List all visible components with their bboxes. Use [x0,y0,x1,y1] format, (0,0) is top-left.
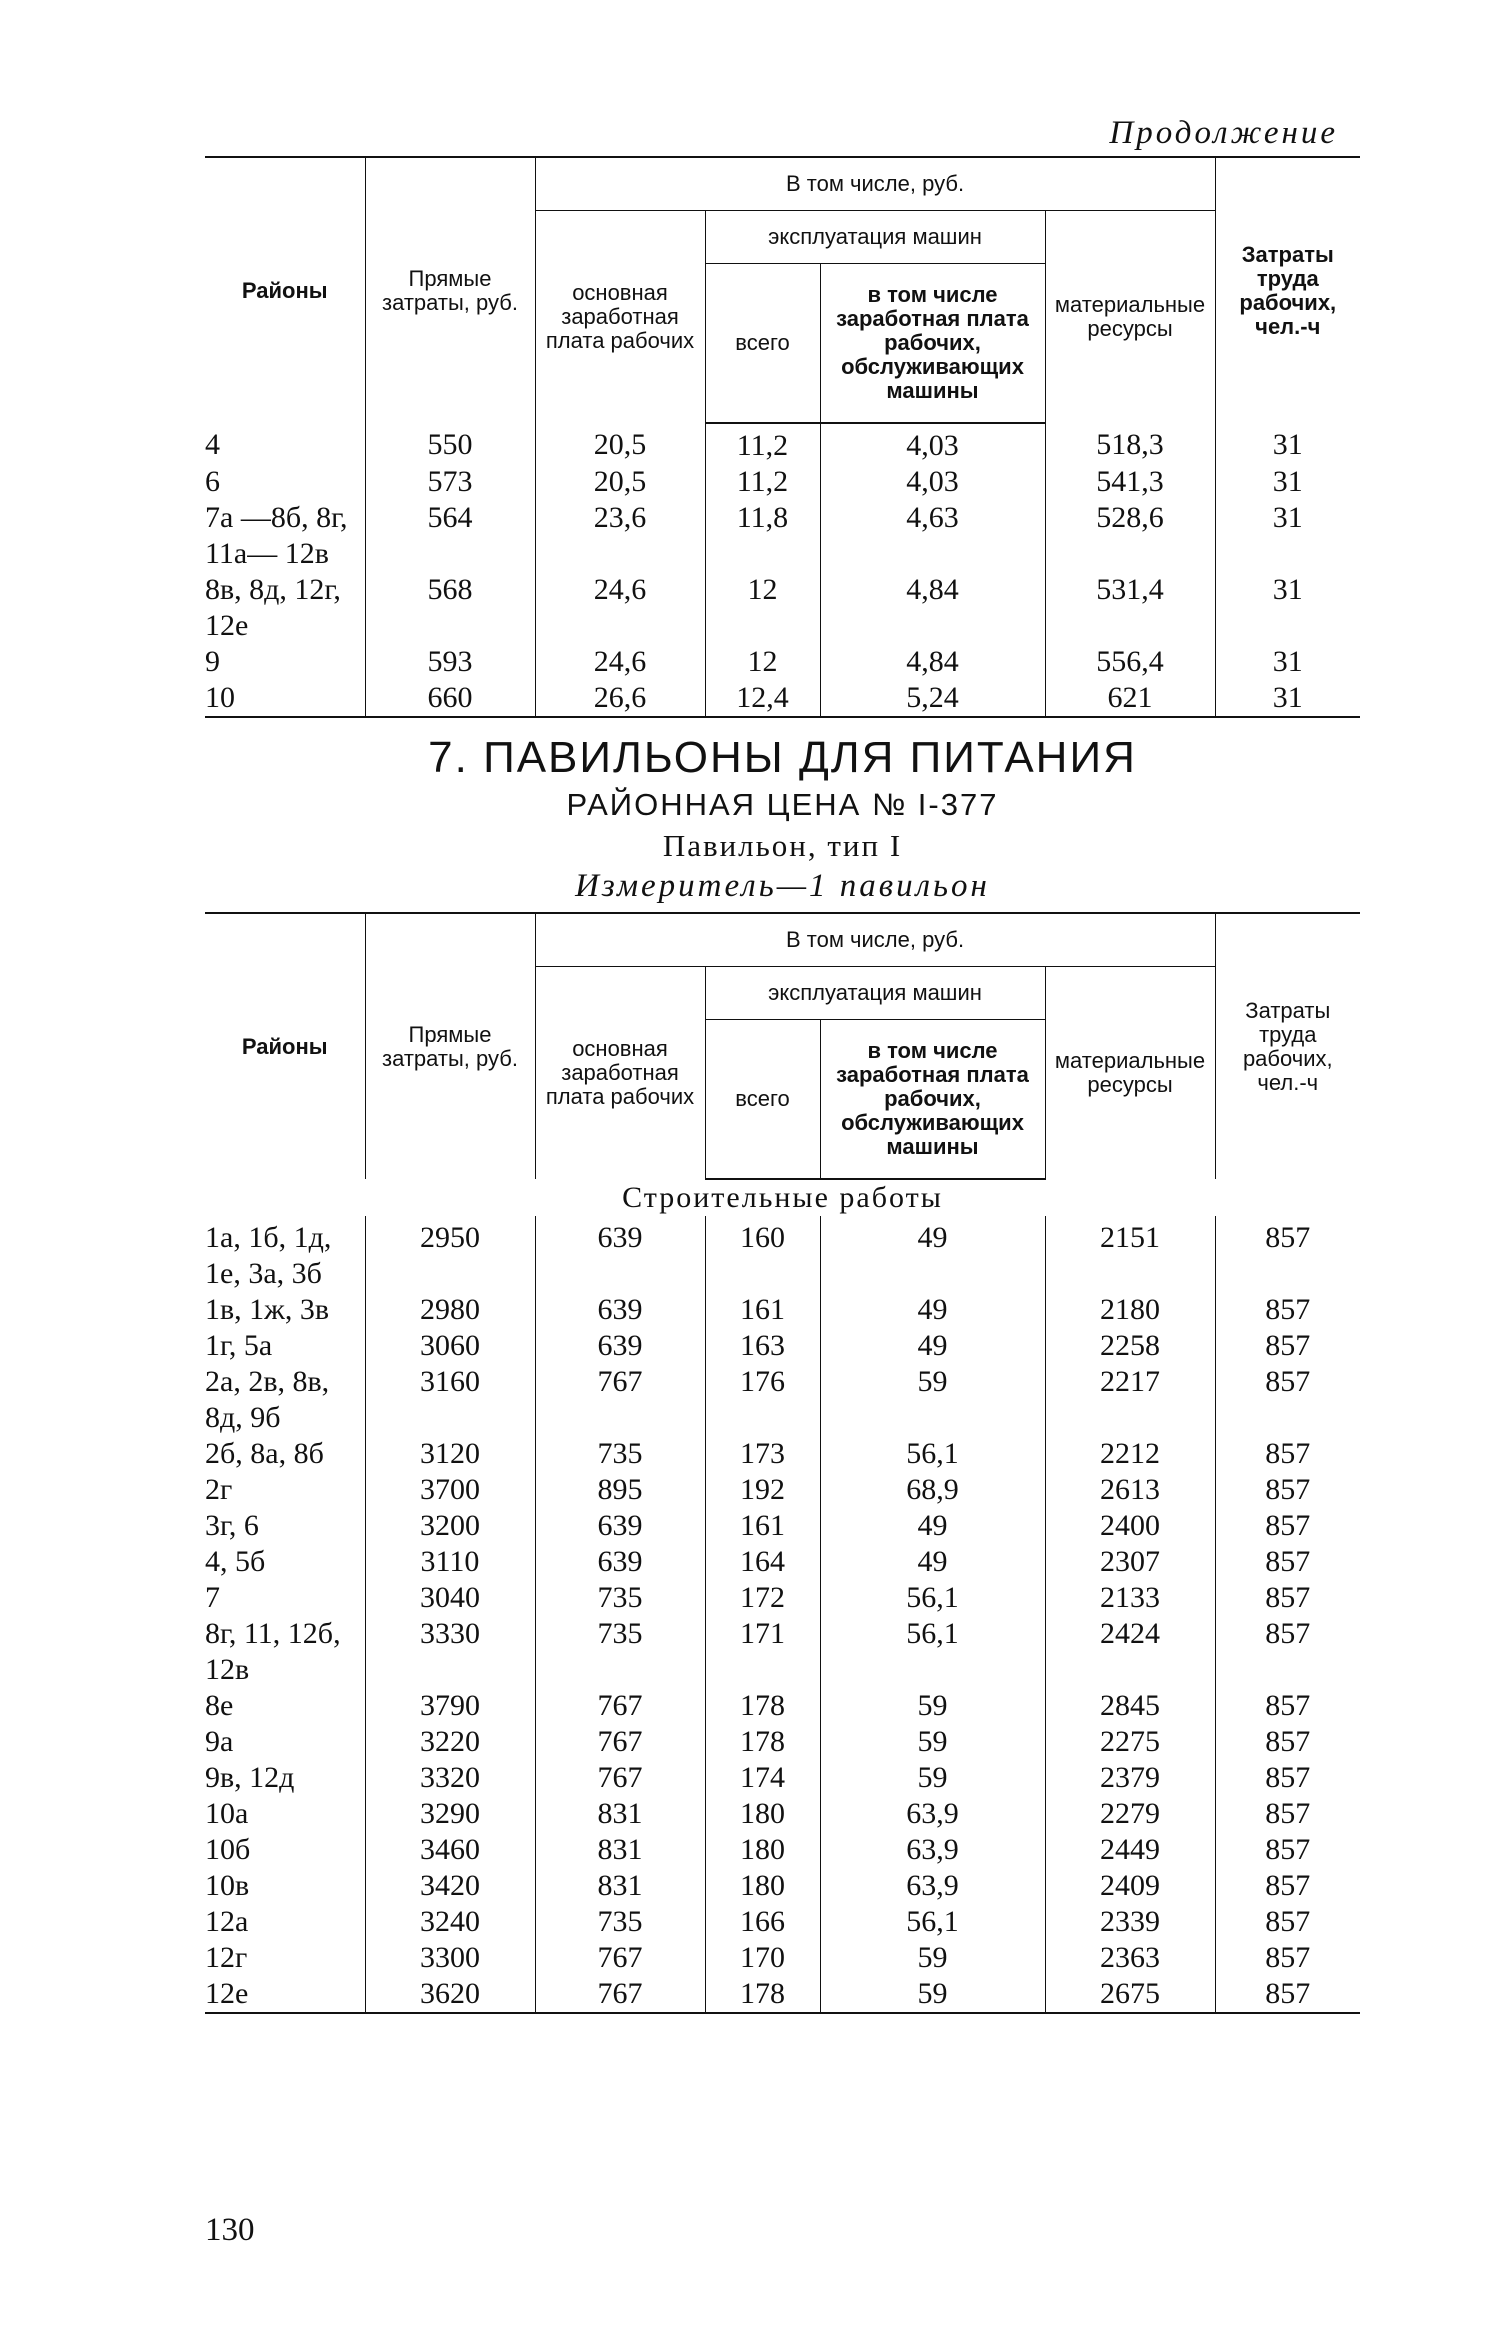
cell-materials: 2379 [1045,1760,1215,1796]
cell-labor: 857 [1215,1832,1360,1868]
cell-op-wage: 59 [820,1760,1045,1796]
cell-op-wage: 49 [820,1544,1045,1580]
cell-total: 11,2 [705,464,820,500]
cell-total: 12,4 [705,680,820,717]
table-row [205,1616,1360,1688]
cell-direct: 3200 [365,1508,535,1544]
cell-materials: 528,6 [1045,500,1215,572]
header-materials: материальные ресурсы [1045,211,1215,424]
cell-direct: 3110 [365,1544,535,1580]
cell-materials: 2363 [1045,1940,1215,1976]
cell-region: 8е [205,1689,234,1722]
cell-labor: 857 [1215,1580,1360,1616]
section-measure: Измеритель—1 павильон [575,868,990,904]
cell-region: 2а, 2в, 8в, 8д, 9б [205,1365,330,1434]
table-row [205,1544,1360,1580]
cell-total: 11,2 [705,423,820,464]
table-row [205,1832,1360,1868]
cell-materials: 2180 [1045,1292,1215,1328]
cell-region: 4, 5б [205,1545,266,1578]
cell-direct: 3300 [365,1940,535,1976]
table-row [205,1472,1360,1508]
header-regions: Районы [205,157,365,423]
cell-total: 166 [705,1904,820,1940]
cell-op-wage: 59 [820,1688,1045,1724]
continuation-label: Продолжение [1109,115,1338,151]
cell-materials: 2400 [1045,1508,1215,1544]
table-row [205,1904,1360,1940]
table-row [205,1508,1360,1544]
cell-direct: 550 [365,423,535,464]
cell-total: 173 [705,1436,820,1472]
cell-total: 172 [705,1580,820,1616]
cell-total: 178 [705,1688,820,1724]
cell-materials: 2675 [1045,1976,1215,2013]
header-machine-operation: эксплуатация машин [705,967,1045,1020]
document-page [205,110,1360,2014]
cell-wage: 735 [535,1616,705,1688]
section-type: Павильон, тип I [662,828,903,863]
cell-op-wage: 56,1 [820,1580,1045,1616]
cell-wage: 639 [535,1508,705,1544]
cell-labor: 857 [1215,1796,1360,1832]
cell-region: 3г, 6 [205,1509,259,1542]
cell-labor: 31 [1215,572,1360,644]
cell-op-wage: 4,03 [820,423,1045,464]
cell-labor: 857 [1215,1216,1360,1292]
cell-wage: 639 [535,1216,705,1292]
cell-op-wage: 49 [820,1328,1045,1364]
cell-total: 180 [705,1796,820,1832]
cell-labor: 31 [1215,680,1360,717]
cell-direct: 3290 [365,1796,535,1832]
cell-direct: 3240 [365,1904,535,1940]
cell-direct: 2950 [365,1216,535,1292]
cell-op-wage: 63,9 [820,1796,1045,1832]
subheading-construction: Строительные работы [622,1181,943,1214]
cell-materials: 2217 [1045,1364,1215,1436]
table-2-body [205,1179,1360,2013]
cell-total: 161 [705,1292,820,1328]
cell-op-wage: 63,9 [820,1832,1045,1868]
table-row [205,1292,1360,1328]
cell-op-wage: 4,84 [820,644,1045,680]
cell-total: 12 [705,644,820,680]
cell-op-wage: 59 [820,1364,1045,1436]
cell-op-wage: 68,9 [820,1472,1045,1508]
header-total: всего [705,1020,820,1180]
cell-region: 12а [205,1905,249,1938]
cell-materials: 518,3 [1045,423,1215,464]
cell-op-wage: 56,1 [820,1904,1045,1940]
cell-direct: 3040 [365,1580,535,1616]
cell-direct: 3420 [365,1868,535,1904]
cell-materials: 2409 [1045,1868,1215,1904]
cell-materials: 556,4 [1045,644,1215,680]
cell-direct: 573 [365,464,535,500]
cell-op-wage: 59 [820,1976,1045,2013]
table-row [205,1976,1360,2013]
cell-total: 180 [705,1868,820,1904]
cell-labor: 857 [1215,1472,1360,1508]
cell-direct: 3790 [365,1688,535,1724]
cell-region: 10б [205,1833,251,1866]
cell-labor: 857 [1215,1904,1360,1940]
cell-op-wage: 5,24 [820,680,1045,717]
cell-total: 161 [705,1508,820,1544]
cell-materials: 2258 [1045,1328,1215,1364]
header-machine-operation: эксплуатация машин [705,211,1045,264]
cell-materials: 531,4 [1045,572,1215,644]
cell-region: 9в, 12д [205,1761,295,1794]
cell-region: 10в [205,1869,250,1902]
cell-wage: 639 [535,1292,705,1328]
cell-region: 10 [205,681,235,714]
cell-wage: 639 [535,1328,705,1364]
cell-materials: 2449 [1045,1832,1215,1868]
cell-region: 1г, 5а [205,1329,273,1362]
cell-labor: 857 [1215,1724,1360,1760]
cell-direct: 3320 [365,1760,535,1796]
table-row [205,1580,1360,1616]
cell-materials: 2339 [1045,1904,1215,1940]
cell-wage: 735 [535,1904,705,1940]
cell-op-wage: 56,1 [820,1436,1045,1472]
cell-op-wage: 4,63 [820,500,1045,572]
cell-materials: 2212 [1045,1436,1215,1472]
cell-wage: 767 [535,1976,705,2013]
cell-labor: 857 [1215,1436,1360,1472]
cell-op-wage: 49 [820,1508,1045,1544]
cell-region: 4 [205,428,220,461]
cell-region: 1в, 1ж, 3в [205,1293,330,1326]
cell-total: 164 [705,1544,820,1580]
cell-total: 160 [705,1216,820,1292]
cell-direct: 568 [365,572,535,644]
cell-materials: 2845 [1045,1688,1215,1724]
cell-wage: 831 [535,1868,705,1904]
cell-direct: 3620 [365,1976,535,2013]
cell-labor: 857 [1215,1364,1360,1436]
cell-wage: 767 [535,1688,705,1724]
header-including: В том числе, руб. [535,157,1215,211]
cell-region: 10а [205,1797,249,1830]
cell-wage: 20,5 [535,464,705,500]
cell-direct: 3220 [365,1724,535,1760]
cell-direct: 3330 [365,1616,535,1688]
cell-wage: 831 [535,1796,705,1832]
table-row [205,1724,1360,1760]
price-table-2 [205,912,1360,2014]
cell-direct: 564 [365,500,535,572]
section-price: РАЙОННАЯ ЦЕНА № I-377 [566,787,999,822]
cell-region: 2г [205,1473,233,1506]
cell-region: 8в, 8д, 12г, 12е [205,573,341,642]
cell-op-wage: 49 [820,1292,1045,1328]
table-row [205,572,1360,644]
cell-materials: 2613 [1045,1472,1215,1508]
price-table-1 [205,156,1360,718]
table-row [205,464,1360,500]
table-row [205,500,1360,572]
cell-wage: 735 [535,1580,705,1616]
cell-direct: 3120 [365,1436,535,1472]
header-including: В том числе, руб. [535,913,1215,967]
header-base-wage: основная заработная плата рабочих [535,211,705,424]
cell-region: 6 [205,465,220,498]
cell-materials: 541,3 [1045,464,1215,500]
cell-labor: 857 [1215,1688,1360,1724]
cell-total: 178 [705,1976,820,2013]
cell-wage: 767 [535,1940,705,1976]
header-base-wage: основная заработная плата рабочих [535,967,705,1180]
cell-direct: 3060 [365,1328,535,1364]
cell-materials: 2307 [1045,1544,1215,1580]
cell-wage: 831 [535,1832,705,1868]
cell-op-wage: 59 [820,1724,1045,1760]
cell-region: 7а —8б, 8г, 11а— 12в [205,501,348,570]
cell-labor: 857 [1215,1328,1360,1364]
section-title: 7. ПАВИЛЬОНЫ ДЛЯ ПИТАНИЯ [428,733,1137,782]
cell-wage: 639 [535,1544,705,1580]
cell-op-wage: 4,84 [820,572,1045,644]
cell-wage: 895 [535,1472,705,1508]
cell-region: 9 [205,645,220,678]
table-row [205,1436,1360,1472]
table-row [205,1216,1360,1292]
cell-direct: 3160 [365,1364,535,1436]
page-number: 130 [205,2212,255,2248]
header-regions: Районы [205,913,365,1179]
cell-materials: 2133 [1045,1580,1215,1616]
header-operator-wage: в том числе заработная плата рабочих, обслуживающих машины [820,264,1045,424]
cell-labor: 857 [1215,1760,1360,1796]
table-row [205,1940,1360,1976]
cell-wage: 26,6 [535,680,705,717]
cell-op-wage: 63,9 [820,1868,1045,1904]
cell-wage: 24,6 [535,572,705,644]
cell-total: 170 [705,1940,820,1976]
cell-region: 1а, 1б, 1д, 1е, 3а, 3б [205,1221,332,1290]
cell-direct: 3700 [365,1472,535,1508]
header-materials: материальные ресурсы [1045,967,1215,1180]
header-direct-costs: Прямые затраты, руб. [365,913,535,1179]
cell-wage: 20,5 [535,423,705,464]
cell-wage: 767 [535,1724,705,1760]
cell-materials: 621 [1045,680,1215,717]
cell-wage: 767 [535,1760,705,1796]
table-row [205,680,1360,717]
table-row [205,1796,1360,1832]
cell-region: 2б, 8а, 8б [205,1437,324,1470]
cell-total: 180 [705,1832,820,1868]
cell-labor: 857 [1215,1292,1360,1328]
cell-labor: 857 [1215,1940,1360,1976]
cell-total: 163 [705,1328,820,1364]
header-total: всего [705,264,820,424]
cell-wage: 24,6 [535,644,705,680]
cell-labor: 31 [1215,423,1360,464]
cell-materials: 2151 [1045,1216,1215,1292]
cell-region: 12е [205,1977,249,2010]
cell-direct: 660 [365,680,535,717]
header-direct-costs: Прямые затраты, руб. [365,157,535,423]
cell-total: 171 [705,1616,820,1688]
cell-wage: 767 [535,1364,705,1436]
cell-op-wage: 4,03 [820,464,1045,500]
table-row [205,644,1360,680]
table-row [205,423,1360,464]
cell-labor: 857 [1215,1544,1360,1580]
cell-labor: 31 [1215,464,1360,500]
header-labor: Затраты труда рабочих, чел.-ч [1215,157,1360,423]
cell-labor: 857 [1215,1616,1360,1688]
cell-direct: 593 [365,644,535,680]
cell-op-wage: 59 [820,1940,1045,1976]
cell-wage: 23,6 [535,500,705,572]
cell-region: 7 [205,1581,220,1614]
table-1-body [205,423,1360,717]
cell-total: 12 [705,572,820,644]
cell-labor: 857 [1215,1868,1360,1904]
header-operator-wage: в том числе заработная плата рабочих, обслуживающих машины [820,1020,1045,1180]
cell-wage: 735 [535,1436,705,1472]
cell-direct: 2980 [365,1292,535,1328]
table-row [205,1328,1360,1364]
cell-total: 11,8 [705,500,820,572]
cell-labor: 857 [1215,1976,1360,2013]
header-labor: Затраты труда рабочих, чел.-ч [1215,913,1360,1179]
table-row [205,1364,1360,1436]
cell-total: 192 [705,1472,820,1508]
cell-labor: 31 [1215,500,1360,572]
cell-materials: 2279 [1045,1796,1215,1832]
table-row [205,1688,1360,1724]
cell-op-wage: 56,1 [820,1616,1045,1688]
cell-materials: 2424 [1045,1616,1215,1688]
cell-materials: 2275 [1045,1724,1215,1760]
cell-region: 12г [205,1941,248,1974]
table-row [205,1868,1360,1904]
cell-total: 178 [705,1724,820,1760]
cell-op-wage: 49 [820,1216,1045,1292]
cell-labor: 857 [1215,1508,1360,1544]
cell-total: 176 [705,1364,820,1436]
cell-direct: 3460 [365,1832,535,1868]
cell-labor: 31 [1215,644,1360,680]
table-row [205,1760,1360,1796]
cell-region: 9а [205,1725,234,1758]
cell-total: 174 [705,1760,820,1796]
cell-region: 8г, 11, 12б, 12в [205,1617,341,1686]
